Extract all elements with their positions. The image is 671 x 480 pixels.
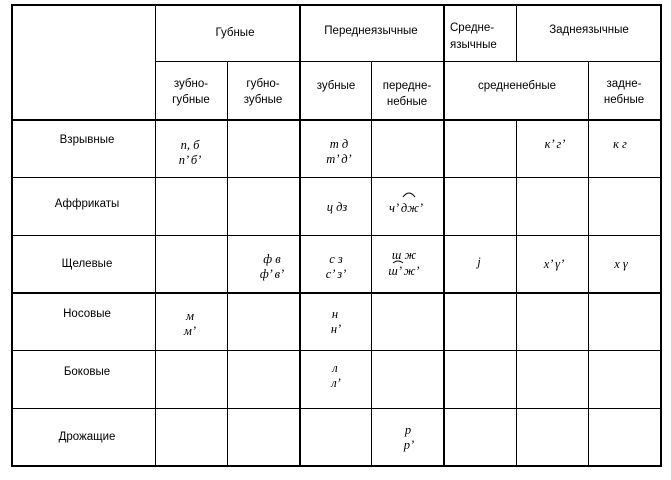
header-postpalatal-1: задне- [606,78,642,90]
cell-lateral-dental-soft: л’ [331,376,341,390]
row-label-trill: Дрожащие [58,431,116,443]
column-line [516,4,517,62]
column-line [371,61,372,467]
row-label-affricate: Аффрикаты [54,198,120,210]
cell-fricative-labiodental-hard: ф в [263,252,281,266]
row-label-plosive: Взрывные [59,134,115,146]
cell-fricative-dental-hard: с з [329,252,343,266]
cell-trill-prepalatal-soft: р’ [403,438,415,452]
cell-trill-prepalatal-hard: р [404,423,412,437]
cell-fricative-labiodental-soft: ф’ в’ [259,267,285,281]
row-line [11,235,662,236]
header-labial: Губные [215,27,255,39]
header-postpalatal-2: небные [603,94,645,106]
row-label-nasal: Носовые [63,308,111,320]
header-prepalatal-2: небные [386,96,428,108]
cell-fricative-back-soft: х’ γ’ [543,257,565,271]
header-divider [155,61,662,62]
cell-nasal-dental-soft: н’ [330,322,342,336]
cell-plosive-dental-soft: т’ д’ [326,152,352,166]
header-front-lingual: Переднеязычные [324,25,418,37]
cell-plosive-labial-soft: п’ б’ [178,153,202,167]
column-line [299,4,301,467]
row-line [11,292,662,294]
column-line [443,4,445,467]
row-line [11,119,662,121]
row-line [11,408,662,409]
cell-affricate-prepalatal: ч’ дж’ [389,201,423,215]
cell-fricative-prepalatal-soft: ш’ ж’ [388,264,420,278]
header-labiodental-1: зубно- [173,78,209,90]
table-border-top [11,4,662,6]
cell-lateral-dental-hard: л [332,361,338,375]
table-border-bottom [11,465,662,467]
header-prepalatal-1: передне- [382,80,432,92]
column-line [227,61,228,467]
header-labial-dental-2: зубные [243,94,283,106]
row-label-lateral: Боковые [63,366,111,378]
cell-affricate-dental: ц дз [326,200,348,214]
row-line [11,177,662,178]
column-line [516,119,517,467]
row-label-fricative: Щелевые [61,258,113,270]
cell-fricative-back-hard: х γ [614,257,628,271]
header-labial-dental-1: губно- [246,78,280,90]
header-labiodental-2: губные [172,94,210,106]
header-mediopalatal: средненебные [478,80,556,92]
header-middle-lingual-1: Средне- [450,22,495,34]
cell-plosive-back-hard: к г [613,137,627,151]
header-back-lingual: Заднеязычные [549,24,629,36]
tie-bar-icon [392,260,404,264]
cell-nasal-labial-soft: м’ [183,324,197,338]
row-line [11,350,662,351]
cell-plosive-dental-hard: т д [329,137,349,151]
cell-nasal-labial-hard: м [186,309,194,323]
cell-fricative-middle-j: j [477,255,481,269]
cell-plosive-back-soft: к’ г’ [544,137,566,151]
cell-fricative-prepalatal-hard: ш ж [391,248,417,262]
cell-plosive-labial-hard: п, б [180,138,200,152]
header-dental: зубные [316,80,356,92]
tie-bar-icon [402,191,416,197]
column-line [155,4,156,467]
cell-fricative-dental-soft: с’ з’ [325,267,347,281]
cell-nasal-dental-hard: н [331,307,339,321]
column-line [588,61,589,467]
header-middle-lingual-2: язычные [450,39,497,51]
